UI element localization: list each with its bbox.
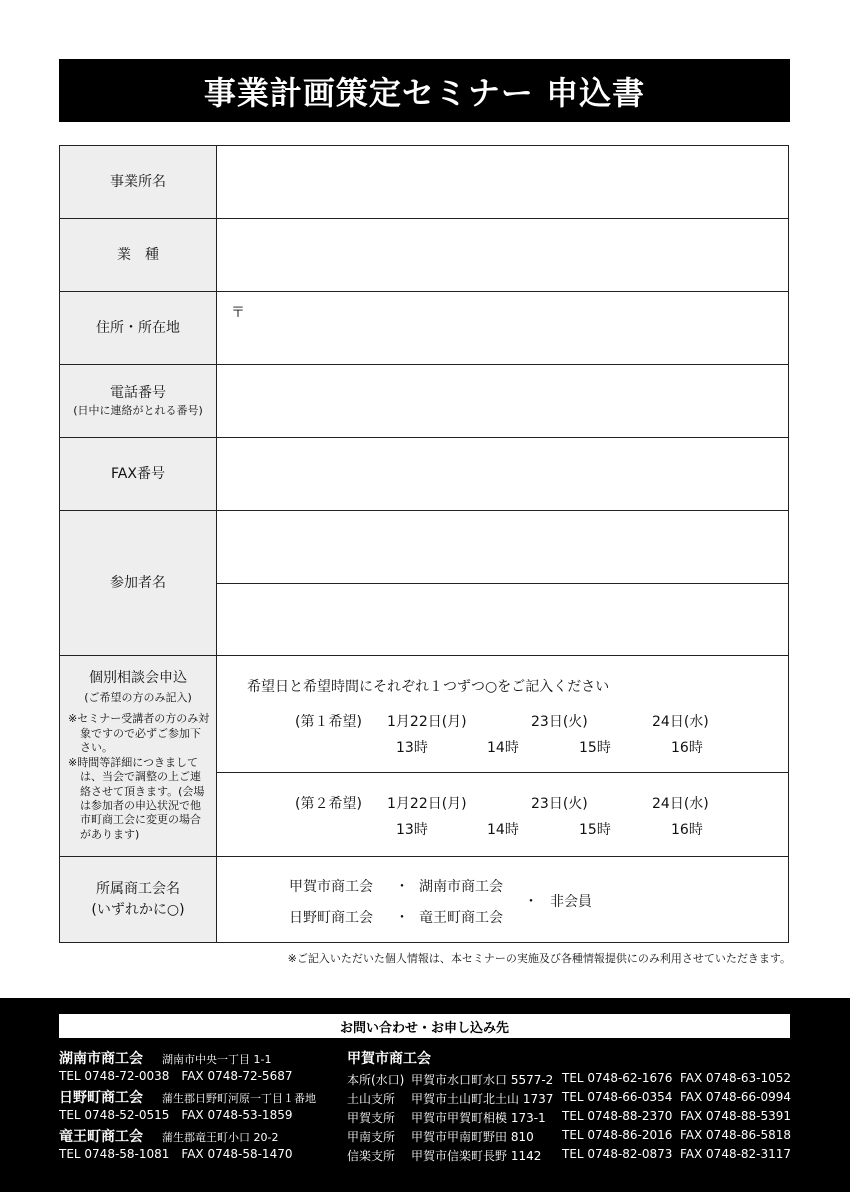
- phone-row: [60, 365, 788, 438]
- industry-field[interactable]: [217, 219, 788, 291]
- koka-branch-3: 甲賀支所: [347, 1111, 396, 1125]
- privacy-note: ※ご記入いただいた個人情報は、本セミナーの実施及び各種情報提供にのみ利用させていただきます。: [287, 952, 791, 965]
- konan-address: 湖南市中央一丁目 1-1: [162, 1053, 272, 1066]
- konan-contact: TEL 0748-72-0038 FAX 0748-72-5687: [59, 1069, 293, 1083]
- first-choice-time-3[interactable]: 15時: [579, 740, 611, 756]
- second-choice-date-1[interactable]: 1月22日(月): [387, 796, 467, 812]
- koka-branch-4-address: 甲賀市甲南町野田 810: [411, 1130, 534, 1144]
- koka-branch-5-fax: FAX 0748-82-3117: [680, 1147, 792, 1161]
- association-koka[interactable]: 甲賀市商工会: [289, 879, 373, 895]
- address-label: 住所・所在地: [60, 292, 217, 364]
- business-name-label: 事業所名: [60, 146, 217, 218]
- koka-name: 甲賀市商工会: [347, 1051, 431, 1067]
- consult-label-cell: [60, 656, 217, 856]
- first-choice-date-1[interactable]: 1月22日(月): [387, 714, 467, 730]
- consult-row: [60, 656, 788, 857]
- koka-branch-5: 信楽支所: [347, 1149, 396, 1163]
- industry-label: 業 種: [60, 219, 217, 291]
- first-choice-time-2[interactable]: 14時: [487, 740, 519, 756]
- koka-branch-4: 甲南支所: [347, 1130, 396, 1144]
- phone-label-cell: [60, 365, 217, 437]
- consult-label: 個別相談会申込: [89, 670, 187, 686]
- first-choice-time-4[interactable]: 16時: [671, 740, 703, 756]
- address-row: [60, 292, 788, 365]
- koka-branch-4-fax: FAX 0748-86-5818: [680, 1128, 792, 1142]
- ryuoh-address: 蒲生郡竜王町小口 20-2: [162, 1131, 279, 1144]
- association-ryuoh[interactable]: 竜王町商工会: [419, 910, 503, 926]
- phone-field[interactable]: [217, 365, 788, 437]
- consult-note-1: ※セミナー受講者の方のみ対象ですので必ずご参加下さい。: [68, 712, 210, 754]
- hino-address: 蒲生郡日野町河原一丁目１番地: [162, 1092, 316, 1105]
- consult-note-2: ※時間等詳細につきましては、当会で調整の上ご連絡させて頂きます。(会場は参加者の申込状況で他市町商工会に変更の場合があります): [68, 756, 205, 841]
- koka-branch-1-fax: FAX 0748-63-1052: [680, 1071, 792, 1085]
- association-label-cell: [60, 857, 217, 942]
- ryuoh-contact: TEL 0748-58-1081 FAX 0748-58-1470: [59, 1147, 293, 1161]
- address-field[interactable]: [217, 292, 788, 364]
- association-sep-3: ・: [524, 894, 538, 910]
- koka-branch-4-tel: TEL 0748-86-2016: [562, 1128, 673, 1142]
- industry-row: [60, 219, 788, 292]
- fax-row: [60, 438, 788, 511]
- business-name-field[interactable]: [217, 146, 788, 218]
- association-row: [60, 857, 788, 942]
- first-choice-date-3[interactable]: 24日(水): [652, 714, 709, 730]
- koka-branch-2-tel: TEL 0748-66-0354: [562, 1090, 673, 1104]
- ryuoh-name: 竜王町商工会: [59, 1129, 143, 1145]
- hino-contact: TEL 0748-52-0515 FAX 0748-53-1859: [59, 1108, 293, 1122]
- koka-branch-3-tel: TEL 0748-88-2370: [562, 1109, 673, 1123]
- postal-mark: 〒: [231, 305, 245, 321]
- koka-branch-5-tel: TEL 0748-82-0873: [562, 1147, 673, 1161]
- koka-branch-5-address: 甲賀市信楽町長野 1142: [411, 1149, 542, 1163]
- business-name-row: [60, 146, 788, 219]
- hino-name: 日野町商工会: [59, 1090, 143, 1106]
- participants-label: 参加者名: [60, 511, 217, 655]
- second-choice-time-2[interactable]: 14時: [487, 822, 519, 838]
- consult-instruction: 希望日と希望時間にそれぞれ１つずつ○をご記入ください: [247, 679, 610, 695]
- participants-field[interactable]: [217, 511, 788, 655]
- second-choice-time-1[interactable]: 13時: [396, 822, 428, 838]
- contact-heading: お問い合わせ・お申し込み先: [59, 1014, 790, 1038]
- participants-row: [60, 511, 788, 656]
- second-choice-date-3[interactable]: 24日(水): [652, 796, 709, 812]
- second-choice-date-2[interactable]: 23日(火): [531, 796, 588, 812]
- contact-footer: [0, 998, 850, 1192]
- first-choice-label: (第１希望): [295, 714, 362, 730]
- koka-branch-1: 本所(水口): [347, 1073, 405, 1087]
- second-choice-label: (第２希望): [295, 796, 362, 812]
- koka-branch-2: 土山支所: [347, 1092, 396, 1106]
- koka-branch-1-tel: TEL 0748-62-1676: [562, 1071, 673, 1085]
- association-hino[interactable]: 日野町商工会: [289, 910, 373, 926]
- fax-field[interactable]: [217, 438, 788, 510]
- konan-name: 湖南市商工会: [59, 1051, 143, 1067]
- koka-branch-2-fax: FAX 0748-66-0994: [680, 1090, 792, 1104]
- association-sep-2: ・: [395, 910, 409, 926]
- fax-label: FAX番号: [60, 438, 217, 510]
- choice-divider: [217, 772, 788, 773]
- association-konan[interactable]: 湖南市商工会: [419, 879, 503, 895]
- consult-field[interactable]: [217, 656, 788, 856]
- first-choice-time-1[interactable]: 13時: [396, 740, 428, 756]
- association-label: 所属商工会名: [96, 881, 180, 898]
- koka-branch-1-address: 甲賀市水口町水口 5577-2: [411, 1073, 554, 1087]
- consult-sublabel: (ご希望の方のみ記入): [84, 691, 192, 705]
- association-sep-1: ・: [395, 879, 409, 895]
- koka-branch-2-address: 甲賀市土山町北土山 1737: [411, 1092, 554, 1106]
- second-choice-time-3[interactable]: 15時: [579, 822, 611, 838]
- phone-sublabel: (日中に連絡がとれる番号): [73, 404, 203, 418]
- page-title: 事業計画策定セミナー 申込書: [59, 59, 790, 122]
- application-form: [59, 145, 789, 943]
- koka-branch-3-address: 甲賀市甲賀町相模 173-1: [411, 1111, 546, 1125]
- association-nonmember[interactable]: 非会員: [550, 894, 592, 910]
- second-choice-time-4[interactable]: 16時: [671, 822, 703, 838]
- first-choice-date-2[interactable]: 23日(火): [531, 714, 588, 730]
- association-field[interactable]: [217, 857, 788, 942]
- phone-label: 電話番号: [110, 384, 166, 401]
- participants-divider: [217, 583, 788, 584]
- koka-branch-3-fax: FAX 0748-88-5391: [680, 1109, 792, 1123]
- association-sublabel: (いずれかに○): [91, 901, 185, 918]
